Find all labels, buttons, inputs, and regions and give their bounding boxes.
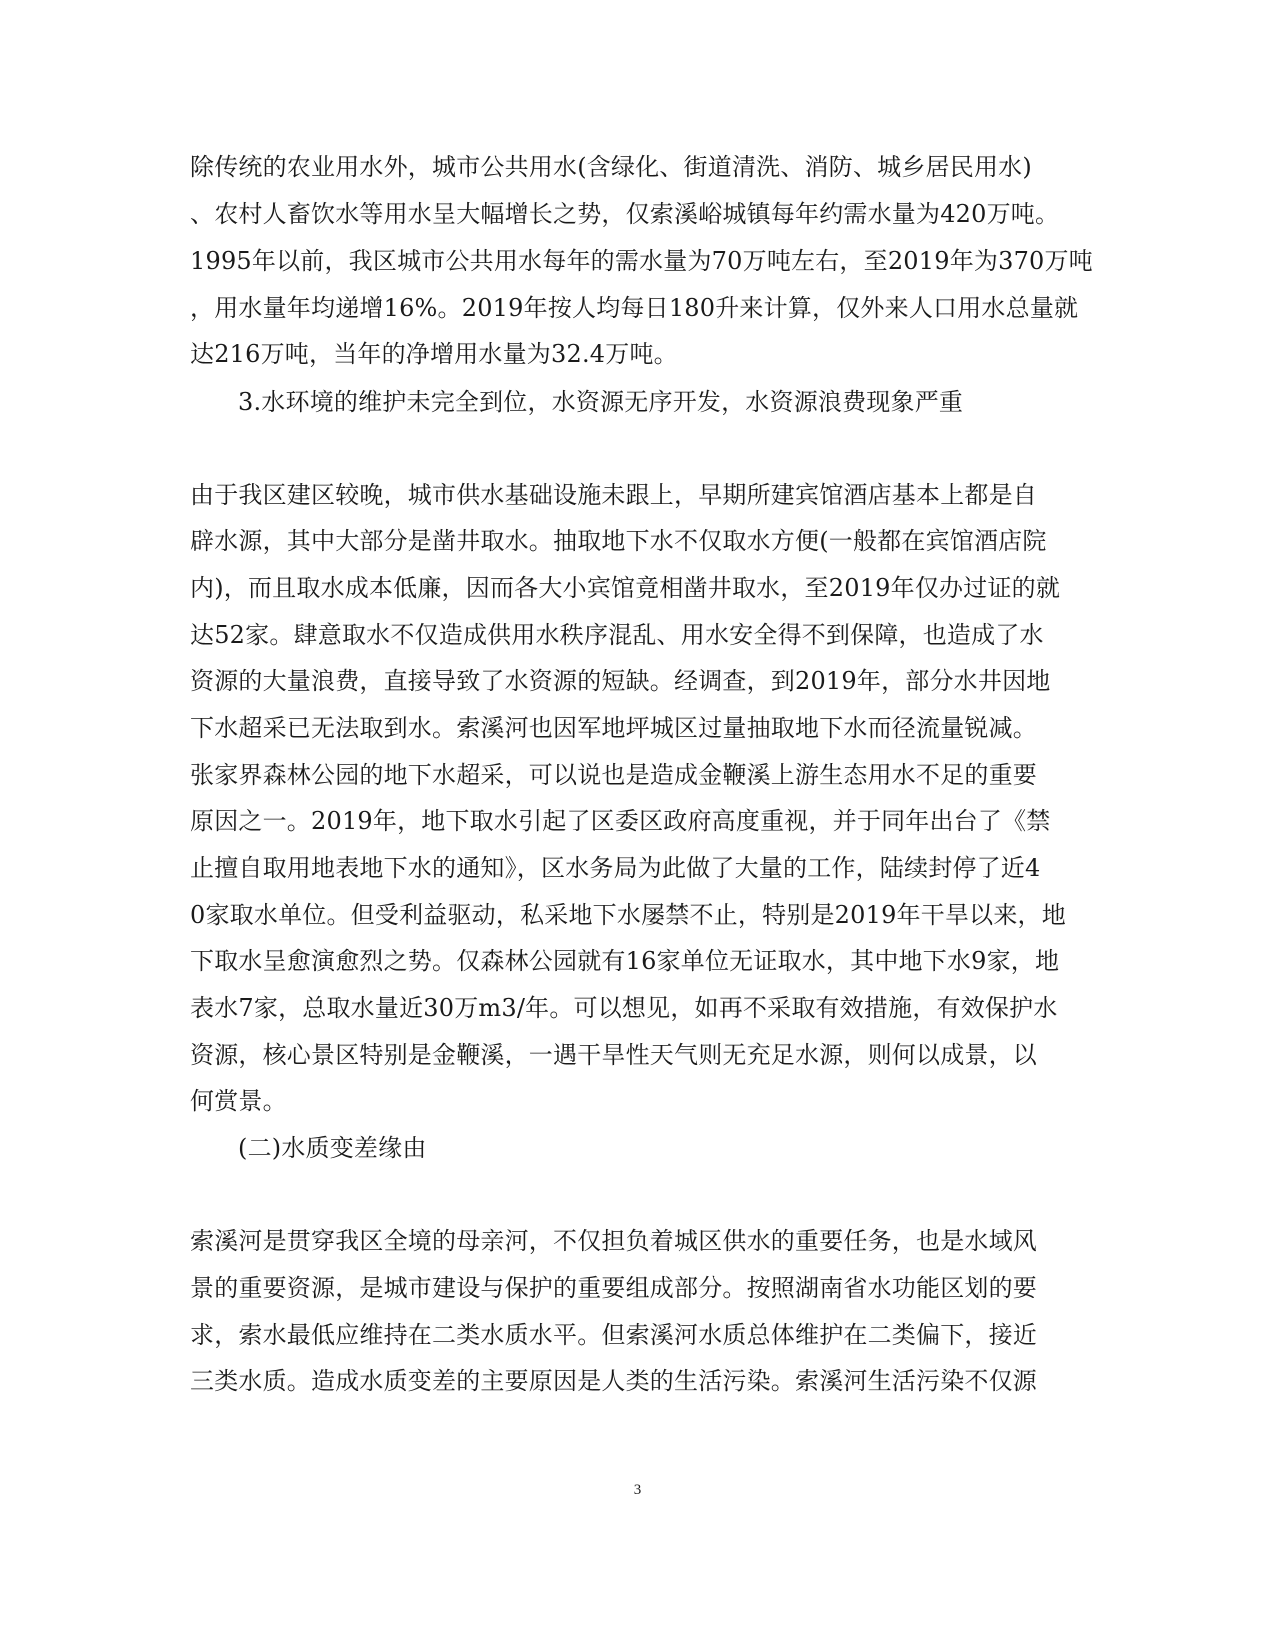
paragraph-line: 0家取水单位。但受利益驱动，私采地下水屡禁不止，特别是2019年干旱以来，地 [190, 901, 1066, 929]
page-number: 3 [633, 1482, 642, 1498]
paragraph-line: 索溪河是贯穿我区全境的母亲河，不仅担负着城区供水的重要任务，也是水域风 [190, 1227, 1037, 1255]
paragraph-line: 下水超采已无法取到水。索溪河也因军地坪城区过量抽取地下水而径流量锐减。 [190, 714, 1037, 742]
paragraph-line: 内)，而且取水成本低廉，因而各大小宾馆竟相凿井取水，至2019年仅办过证的就 [190, 574, 1061, 602]
paragraph-line: 由于我区建区较晚，城市供水基础设施未跟上，早期所建宾馆酒店基本上都是自 [190, 481, 1037, 509]
section-heading: 3.水环境的维护未完全到位，水资源无序开发，水资源浪费现象严重 [238, 388, 964, 416]
paragraph-line: 达52家。肆意取水不仅造成供用水秩序混乱、用水安全得不到保障，也造成了水 [190, 621, 1044, 649]
paragraph-line: 止擅自取用地表地下水的通知》，区水务局为此做了大量的工作，陆续封停了近4 [190, 854, 1041, 882]
paragraph-line: 资源的大量浪费，直接导致了水资源的短缺。经调查，到2019年，部分水井因地 [190, 667, 1051, 695]
paragraph-line: 达216万吨，当年的净增用水量为32.4万吨。 [190, 340, 678, 368]
paragraph-line: 景的重要资源，是城市建设与保护的重要组成部分。按照湖南省水功能区划的要 [190, 1274, 1037, 1302]
paragraph-line: ，用水量年均递增16%。2019年按人均每日180升来计算，仅外来人口用水总量就 [190, 294, 1079, 322]
paragraph-line: 求，索水最低应维持在二类水质水平。但索溪河水质总体维护在二类偏下，接近 [190, 1321, 1037, 1349]
paragraph-line: 除传统的农业用水外，城市公共用水(含绿化、街道清洗、消防、城乡居民用水) [190, 153, 1032, 181]
paragraph-line: 何赏景。 [190, 1087, 287, 1115]
paragraph-line: 三类水质。造成水质变差的主要原因是人类的生活污染。索溪河生活污染不仅源 [190, 1367, 1037, 1395]
paragraph-line: 1995年以前，我区城市公共用水每年的需水量为70万吨左右，至2019年为370万吨 [190, 247, 1093, 275]
section-heading: (二)水质变差缘由 [238, 1134, 427, 1162]
paragraph-line: 辟水源，其中大部分是凿井取水。抽取地下水不仅取水方便(一般都在宾馆酒店院 [190, 527, 1047, 555]
paragraph-line: 原因之一。2019年，地下取水引起了区委区政府高度重视，并于同年出台了《禁 [190, 807, 1051, 835]
paragraph-line: 下取水呈愈演愈烈之势。仅森林公园就有16家单位无证取水，其中地下水9家，地 [190, 947, 1060, 975]
paragraph-line: 表水7家，总取水量近30万m3/年。可以想见，如再不采取有效措施，有效保护水 [190, 994, 1058, 1022]
paragraph-line: 张家界森林公园的地下水超采，可以说也是造成金鞭溪上游生态用水不足的重要 [190, 761, 1037, 789]
paragraph-line: 、农村人畜饮水等用水呈大幅增长之势，仅索溪峪城镇每年约需水量为420万吨。 [190, 200, 1060, 228]
paragraph-line: 资源，核心景区特别是金鞭溪，一遇干旱性天气则无充足水源，则何以成景，以 [190, 1041, 1037, 1069]
